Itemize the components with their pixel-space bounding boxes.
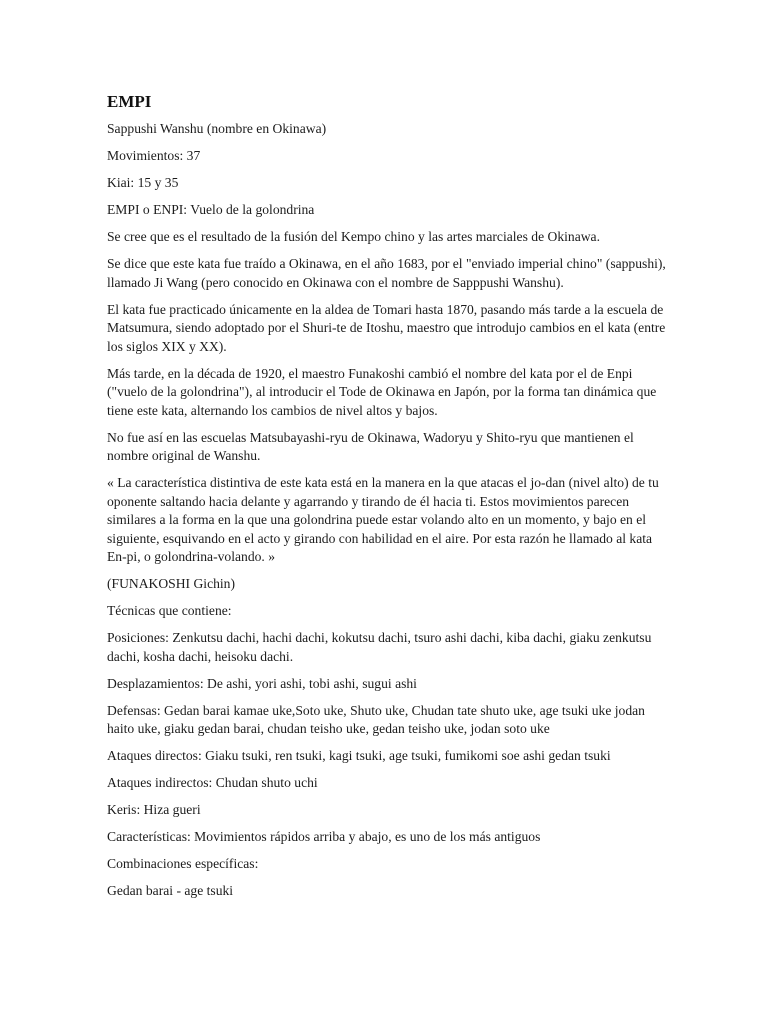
paragraph-alt-name: Sappushi Wanshu (nombre en Okinawa) (107, 121, 327, 136)
paragraph-movements: Movimientos: 37 (107, 148, 201, 163)
paragraph-combinations-heading: Combinaciones específicas: (107, 856, 259, 871)
paragraph-quote: « La característica distintiva de este kata está en la manera en la que atacas el jo-dan (nivel alto) de tu oponente saltando hacia delante y agarrando y tirando de él hacia ti. Estos movimientos parecen similares a la forma en la que una golondrina puede estar volando alto en un momento, y bajo en el siguiente, esquivando en el acto y girando con habilidad en el aire. Por esta razón he llamado al kata En-pi, o golondrina-volando. » (107, 475, 659, 564)
paragraph-origin: Se cree que es el resultado de la fusión del Kempo chino y las artes marciales de Okinawa. (107, 229, 600, 244)
paragraph-positions: Posiciones: Zenkutsu dachi, hachi dachi, kokutsu dachi, tsuro ashi dachi, kiba dachi, giaku zenkutsu dachi, kosha dachi, heisoku dachi. (107, 630, 652, 664)
paragraph-characteristics: Características: Movimientos rápidos arriba y abajo, es uno de los más antiguos (107, 829, 541, 844)
paragraph-techniques-heading: Técnicas que contiene: (107, 603, 232, 618)
paragraph-displacements: Desplazamientos: De ashi, yori ashi, tobi ashi, sugui ashi (107, 675, 417, 691)
paragraph-defenses: Defensas: Gedan barai kamae uke,Soto uke, Shuto uke, Chudan tate shuto uke, age tsuki uke jodan haito uke, giaku gedan barai, chudan teisho uke, gedan teisho uke, jodan soto uke (107, 702, 645, 736)
paragraph-schools: No fue así en las escuelas Matsubayashi-ryu de Okinawa, Wadoryu y Shito-ryu que mantienen el nombre original de Wanshu. (107, 429, 634, 463)
paragraph-direct-attacks: Ataques directos: Giaku tsuki, ren tsuki, kagi tsuki, age tsuki, fumikomi soe ashi gedan tsuki (107, 748, 611, 763)
paragraph-history-tomari: El kata fue practicado únicamente en la aldea de Tomari hasta 1870, pasando más tarde a la escuela de Matsumura, siendo adoptado por el Shuri-te de Itoshu, maestro que introdujo cambios en el kata (entre los siglos XIX y XX). (107, 301, 666, 354)
paragraph-history-funakoshi: Más tarde, en la década de 1920, el maestro Funakoshi cambió el nombre del kata por el de Enpi ("vuelo de la golondrina"), al introducir el Tode de Okinawa en Japón, por la forma tan dinámica que tiene este kata, alternando los cambios de nivel altos y bajos. (107, 365, 657, 418)
paragraph-combination-1: Gedan barai - age tsuki (107, 883, 234, 898)
paragraph-quote-author: (FUNAKOSHI Gichin) (107, 576, 235, 591)
paragraph-history-1683: Se dice que este kata fue traído a Okinawa, en el año 1683, por el "enviado imperial chino" (sappushi), llamado Ji Wang (pero conocido en Okinawa con el nombre de Sapppushi Wanshu). (107, 256, 666, 290)
document-title: EMPI (107, 92, 152, 111)
document-page (107, 92, 667, 909)
paragraph-meaning: EMPI o ENPI: Vuelo de la golondrina (107, 202, 315, 217)
paragraph-indirect-attacks: Ataques indirectos: Chudan shuto uchi (107, 775, 318, 790)
paragraph-kiai: Kiai: 15 y 35 (107, 175, 179, 190)
paragraph-kicks: Keris: Hiza gueri (107, 802, 201, 817)
